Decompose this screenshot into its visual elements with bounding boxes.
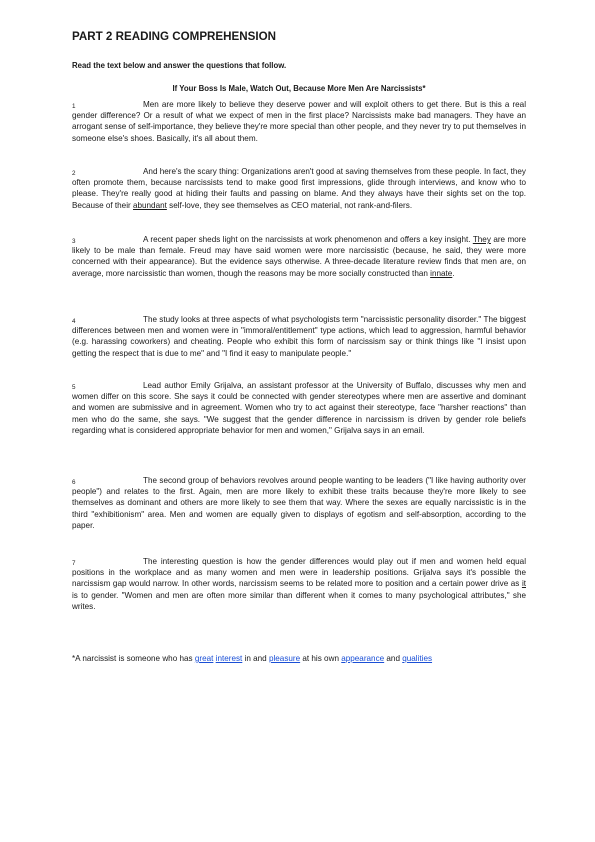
paragraph-7-text-a: The interesting question is how the gender differences would play out if men and women held equal positions in the workplace and as many women and men were in leadership positions. Grijalva says it's possible the narcissism gap would narrow. In other words, narcissism seems to be related more to position and a certain power drive as bbox=[72, 557, 526, 589]
paragraph-number-7: 7 bbox=[72, 560, 76, 567]
paragraph-5 bbox=[72, 380, 526, 436]
underlined-word-innate: innate bbox=[430, 268, 453, 278]
paragraph-1-text: Men are more likely to believe they deserve power and will exploit others to get there. But is this a real gender difference? Or a result of what we expect of men in the first place? Narcissists make bad managers. They have an arrogant sense of self-importance, they believe they're more special than other people, and they never try to put themselves in someone else's shoes. Basically, it's all about them. bbox=[72, 100, 526, 143]
paragraph-number-5: 5 bbox=[72, 384, 76, 391]
paragraph-5-text: Lead author Emily Grijalva, an assistant professor at the University of Buffalo, discusses why men and women differ on this score. She says it could be connected with gender stereotypes where men are assertive and dominant and women are submissive and in agreement. Women who try to act against their stereotype, face "harsher reactions" than men who do the same, she says. "We suggest that the gender difference in narcissism is driven by gender role beliefs regarding what is considered appropriate behavior for men and women," Grijalva says in an email. bbox=[72, 381, 526, 435]
underlined-word-it: it bbox=[521, 579, 526, 589]
section-heading: PART 2 READING COMPREHENSION bbox=[72, 30, 276, 43]
link-pleasure[interactable]: pleasure bbox=[268, 654, 301, 663]
footnote bbox=[72, 653, 532, 664]
paragraph-7-text-b: is to gender. "Women and men are often more similar than different when it comes to many psychological attributes," she writes. bbox=[72, 590, 526, 611]
underlined-word-abundant: abundant bbox=[132, 200, 167, 210]
paragraph-4 bbox=[72, 314, 526, 359]
footnote-prefix: *A narcissist is someone who has bbox=[72, 654, 195, 663]
article-title: If Your Boss Is Male, Watch Out, Because More Men Are Narcissists* bbox=[172, 84, 426, 93]
paragraph-number-3: 3 bbox=[72, 238, 76, 245]
paragraph-4-text: The study looks at three aspects of what psychologists term "narcissistic personality disorder." The biggest differences between men and women were in "immoral/entitlement" type actions, which lead to aggression, harmful behavior (e.g. harassing coworkers) and cheating. People who exhibit this form of narcissism say or think things like "I insist upon getting the respect that is due to me" and "I find it easy to manipulate people." bbox=[72, 315, 526, 358]
link-great[interactable]: great bbox=[194, 654, 214, 663]
link-appearance[interactable]: appearance bbox=[341, 654, 385, 663]
instructions: Read the text below and answer the questions that follow. bbox=[72, 61, 287, 70]
paragraph-number-4: 4 bbox=[72, 318, 76, 325]
paragraph-3-text-b: are more likely to be male than female. Freud may have said women were more narcissistic (because, he said, they were more concerned with their appearance). But the evidence says otherwise. A three-decade literature review finds that men are, on average, more narcissistic than women, though the reasons may be more socially constructed than bbox=[72, 235, 526, 278]
link-qualities[interactable]: qualities bbox=[402, 654, 433, 663]
paragraph-6 bbox=[72, 475, 526, 531]
footnote-mid-3: and bbox=[384, 654, 403, 663]
paragraph-3-text-c: . bbox=[452, 268, 455, 278]
paragraph-2-text-b: self-love, they see themselves as CEO material, not rank-and-filers. bbox=[166, 200, 413, 210]
footnote-mid-2: at his own bbox=[300, 654, 342, 663]
paragraph-number-2: 2 bbox=[72, 170, 76, 177]
paragraph-number-1: 1 bbox=[72, 103, 76, 110]
paragraph-2-text-a: And here's the scary thing: Organizations aren't good at saving themselves from these people. In fact, they often promote them, because narcissists tend to make good first impressions, glide through interviews, and know who to please. They're really good at hiding their faults and passing on blame. And they always have their sights set on the top. Because of their bbox=[72, 167, 526, 210]
paragraph-6-text: The second group of behaviors revolves around people wanting to be leaders ("I like having authority over people") and relates to the first. Again, men are more likely to exhibit these traits because they're more likely to see themselves as dominant and others are more likely to see them that way. Where the sexes are equally narcissistic is in the third "exhibitionism" area. Men and women are equally given to displays of egotism and self-absorption, according to the paper. bbox=[72, 476, 526, 530]
paragraph-2 bbox=[72, 166, 526, 211]
paragraph-1 bbox=[72, 99, 526, 144]
underlined-word-they: They bbox=[472, 235, 491, 244]
paragraph-7 bbox=[72, 556, 526, 612]
paragraph-number-6: 6 bbox=[72, 479, 76, 486]
paragraph-3 bbox=[72, 234, 526, 279]
paragraph-3-text-a: A recent paper sheds light on the narcissists at work phenomenon and offers a key insight. bbox=[143, 235, 473, 244]
footnote-mid-1: in and bbox=[242, 654, 269, 663]
link-interest[interactable]: interest bbox=[215, 654, 243, 663]
